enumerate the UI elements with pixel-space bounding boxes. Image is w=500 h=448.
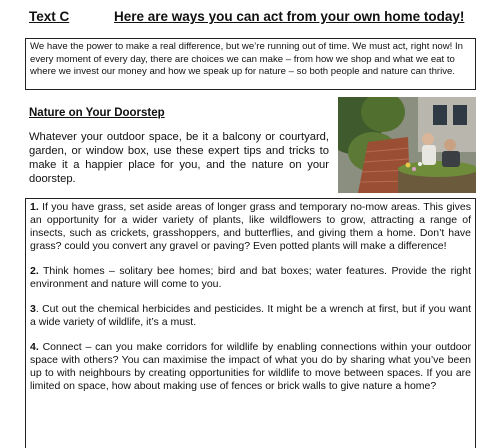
tip-item	[30, 265, 471, 291]
tip-number: 1.	[30, 201, 39, 213]
tip-number: 3	[30, 303, 36, 315]
page-title: Here are ways you can act from your own home today!	[114, 9, 465, 24]
tip-item	[30, 341, 471, 393]
garden-photo-illustration	[338, 97, 476, 193]
tip-item	[30, 303, 471, 329]
tips-box	[25, 198, 476, 448]
garden-photo	[338, 97, 476, 193]
tip-number: 2.	[30, 265, 39, 277]
section-heading: Nature on Your Doorstep	[29, 107, 165, 119]
tip-text: Think homes – solitary bee homes; bird and bat boxes; water features. Provide the right environment and nature will come to you.	[30, 265, 471, 290]
tip-text: Connect – can you make corridors for wildlife by enabling connections within your outdoor space with others? You can maximise the impact of what you do by sharing what you’ve been up to with neighbours by creating opportunities for wildlife to move between spaces. If you are limited on space, how about making use of fences or brick walls to give nature a home?	[30, 341, 471, 392]
tip-number: 4.	[30, 341, 39, 353]
intro-box	[25, 38, 476, 90]
tip-item	[30, 201, 471, 253]
intro-paragraph: We have the power to make a real difference, but we’re running out of time. We must act, right now! In every moment of every day, there are choices we can make – from how we shop and what we eat to where we invest our money and how we speak up for nature – so both people and nature can thrive.	[30, 41, 464, 77]
tip-text: . Cut out the chemical herbicides and pesticides. It might be a wrench at first, but if you want a wide variety of wildlife, it’s a must.	[30, 303, 471, 328]
tip-text: If you have grass, set aside areas of longer grass and temporary no-mow areas. This gives an opportunity for a wider variety of plants, like wildflowers to grow, attracting a range of insects, such as crickets, grasshoppers, and butterflies, and giving them a home. Don’t have grass? could you convert any gravel or paving? Even potted plants will make a difference!	[30, 201, 471, 252]
section-text: Whatever your outdoor space, be it a balcony or courtyard, garden, or window box, use these expert tips and tricks to make it a happier place for you, and the nature on your doorstep.	[29, 131, 329, 185]
text-label: Text C	[29, 9, 70, 24]
page-header	[29, 9, 480, 25]
